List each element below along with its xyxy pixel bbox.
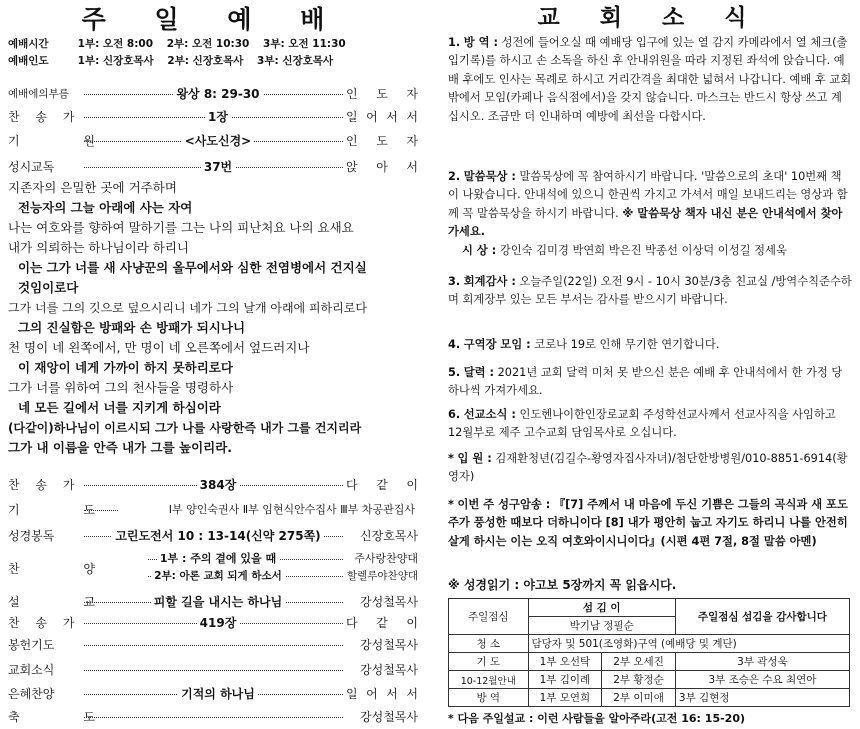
order-content: <사도신경> — [182, 134, 254, 148]
reading-line: 것임이로다 — [18, 280, 79, 295]
order-content: 384장 — [197, 478, 240, 492]
duty-label: 청 소 — [449, 635, 529, 653]
news-item — [448, 336, 852, 354]
leader-2: 2부: 신장호목사 — [167, 55, 244, 67]
time-3: 3부: 오전 11:30 — [263, 38, 346, 50]
reading-line: 네 모든 길에서 너를 지키게 하심이라 — [18, 400, 221, 415]
reading-line: 지존자의 은밀한 곳에 거주하며 — [8, 180, 177, 195]
item-text: 인도헨나이한인장로교회 주성학선교사께서 선교사직을 사임하고 12월부로 제주 고수교회 담임목사로 오십니다. — [448, 408, 836, 440]
order-right: 강성철목사 — [360, 710, 418, 724]
reading-line: 그가 내 이름을 안즉 내가 그를 높이리라. — [8, 440, 233, 455]
news-column — [448, 0, 852, 725]
order-label: 성시교독 — [8, 160, 55, 174]
order-label: 찬 송 가 — [8, 110, 81, 124]
order-label: 은혜찬양 — [8, 687, 55, 701]
item-number: 4. — [448, 338, 461, 351]
time-1: 1부: 오전 8:00 — [77, 38, 154, 50]
item-head: 회계감사 : — [463, 275, 516, 288]
order-content: 기적의 하나님 — [178, 687, 258, 701]
dot-leader — [84, 670, 343, 671]
duty-value: 3부 조승은 수요 최연아 — [675, 671, 849, 689]
order-right: 강성철목사 — [360, 595, 418, 609]
reading-line: 나는 여호와를 향하여 말하기를 그는 나의 피난처요 나의 요새요 — [8, 220, 354, 235]
reading-line: (다같이)하나님이 이르시되 그가 나를 사랑한즉 내가 그를 건지리라 — [8, 421, 362, 435]
duty-value: 1부 모연희 — [528, 689, 602, 707]
leader-label: 예배인도 — [8, 55, 49, 67]
duty-value: 2부 오세진 — [602, 653, 676, 671]
order-right: 강성철목사 — [360, 663, 418, 677]
duty-value: 2부 황정순 — [602, 671, 676, 689]
item-text: 성전에 들어오실 때 예배당 입구에 있는 열 감지 카메라에서 열 체크(출입기록)를 하시고 손 소독을 하신 후 안내위원을 따라 지정된 좌석에 앉습니다. 예배 후에도 인사는 목례로 하시고 거리간격을 최대한 넓혀서 나갑니다. 예배 후 교회 밖에서 모임(카페나 음식점에서)을 갖지 않습니다. 마스크는 반드시 항상 쓰고 계십시오. 조금만 더 인내하며 예방에 최선을 다합시다. — [448, 36, 852, 123]
order-content: 1장 — [205, 110, 231, 124]
order-row — [8, 635, 418, 655]
dot-leader — [84, 645, 343, 646]
reading-line: 그가 너를 그의 깃으로 덮으시리니 네가 그의 날개 아래에 피하리로다 — [8, 301, 367, 315]
news-item — [448, 364, 852, 401]
order-label: 기 원 — [8, 134, 125, 148]
reading-line: 천 명이 네 왼쪽에서, 만 명이 네 오른쪽에서 엎드러지나 — [8, 340, 310, 355]
order-row — [8, 84, 418, 104]
duty-value: 담당자 및 501(조영화)구역 (예배당 및 계단) — [528, 635, 849, 653]
time-label: 예배시간 — [8, 38, 49, 50]
reading-line: 그의 진실함은 방패와 손 방패가 되시나니 — [18, 320, 246, 335]
order-content: 왕상 8: 29-30 — [173, 87, 262, 101]
order-label: 봉헌기도 — [8, 638, 55, 652]
order-right: 앉 아 서 — [346, 160, 418, 174]
worship-leaders — [8, 53, 418, 70]
order-row — [8, 500, 418, 520]
order-row — [8, 613, 418, 633]
order-row — [8, 592, 418, 612]
time-2: 2부: 오전 10:30 — [166, 38, 250, 50]
worship-column — [8, 0, 418, 724]
item-number: 6. — [448, 408, 461, 421]
order-right: 할렐루야찬양대 — [346, 570, 418, 582]
duty-value: 1부 오선탁 — [528, 653, 602, 671]
duty-label: 방 역 — [449, 689, 529, 707]
award-label: 시 상 : — [462, 243, 497, 257]
order-content: 37번 — [201, 160, 235, 174]
order-content: 피할 길을 내시는 하나님 — [151, 595, 285, 609]
news-item — [448, 450, 852, 487]
item-text: 2021년 교회 달력 미처 못 받으신 분은 예배 후 안내석에서 한 가정 당 하나씩 가져가세요. — [448, 366, 843, 398]
leader-3: 3부: 신장호목사 — [257, 55, 334, 67]
order-label: 예배에의부름 — [8, 88, 69, 100]
order-label: 교회소식 — [8, 663, 55, 677]
item-number: 3. — [448, 275, 461, 288]
order-label: 성경봉독 — [8, 529, 55, 543]
news-item — [448, 34, 852, 126]
order-content: 2부: 아론 교회 되게 하소서 — [151, 570, 285, 582]
item-text: 코로나 19로 인해 무기한 연기합니다. — [534, 338, 720, 351]
duty-label: 주일점심 — [449, 599, 529, 635]
news-title: 교 회 소 식 — [537, 4, 763, 31]
news-item — [448, 168, 852, 260]
order-content: 고린도전서 10 : 13-14(신약 275쪽) — [112, 529, 323, 543]
item-head: 달력 : — [463, 366, 495, 379]
worship-title: 주 일 예 배 — [81, 5, 345, 34]
worship-times — [8, 36, 418, 53]
duty-note: 주일점심 섬김을 감사합니다 — [675, 599, 849, 635]
order-right: 인 도 자 — [346, 134, 418, 148]
order-row — [8, 157, 418, 177]
order-label: 축 도 — [8, 710, 125, 724]
order-content: 1부 : 주의 곁에 있을 때 — [157, 552, 279, 565]
duty-label: 10-12월안내 — [449, 671, 529, 689]
order-content: Ⅰ부 양인숙권사 Ⅱ부 임현식안수집사 Ⅲ부 차공관집사 — [166, 503, 418, 516]
duty-value: 3부 곽성욱 — [675, 653, 849, 671]
order-label: 설 교 — [8, 595, 125, 609]
order-label: 찬 송 가 — [8, 478, 81, 492]
order-row — [8, 566, 418, 586]
responsive-reading — [8, 178, 408, 458]
duty-table — [448, 598, 850, 707]
reading-line: 그가 너를 위하여 그의 천사들을 명령하사 — [8, 380, 234, 395]
duty-value: 1부 김이례 — [528, 671, 602, 689]
item-number: 1. — [448, 36, 461, 49]
order-right: 인 도 자 — [346, 87, 418, 101]
leader-1: 1부: 신장호목사 — [77, 55, 154, 67]
duty-value: 박기남 정필순 — [528, 617, 675, 635]
item-text: 오늘주일(22일) 오전 9시 - 10시 30분/3층 친교실 /방역수칙준수하며 회계장부 있는 모든 부서는 감사를 받으시기 바랍니다. — [448, 275, 852, 307]
order-right: 일 어 서 서 — [346, 687, 418, 701]
order-row — [8, 684, 418, 704]
order-row — [8, 660, 418, 680]
duty-value: 섬 김 이 — [528, 599, 675, 617]
item-number: * — [448, 498, 454, 511]
order-content: 419장 — [197, 616, 240, 630]
item-number: 2. — [448, 170, 461, 183]
duty-value: 2부 이미애 — [602, 689, 676, 707]
item-text: 『[7] 주께서 내 마음에 두신 기쁨은 그들의 곡식과 새 포도주가 풍성한 때보다 더하니이다 [8] 내가 평안히 눕고 자기도 하리니 나를 안전히 살게 하시는 이는 오직 여호와이시니이다』(시편 4편 7절, 8절 말씀 아멘) — [448, 498, 848, 548]
order-row — [8, 131, 418, 151]
item-head: 이번 주 성구암송 : — [457, 498, 551, 511]
reading-line: 이 재앙이 네게 가까이 하지 못하리로다 — [18, 360, 233, 375]
item-head: 말씀묵상 : — [463, 170, 516, 183]
dot-leader — [84, 717, 343, 718]
order-row — [8, 526, 418, 546]
reading-line: 이는 그가 너를 새 사냥꾼의 올무에서와 심한 전염병에서 건지실 — [18, 260, 367, 275]
item-note: ※ 말씀묵상 책자 내신 분은 안내석에서 찾아가세요. — [448, 206, 843, 239]
order-right: 신장호목사 — [360, 529, 418, 543]
order-right: 일 어 서 서 — [346, 110, 418, 124]
order-row — [8, 107, 418, 127]
order-row — [8, 707, 418, 727]
order-right: 강성철목사 — [360, 638, 418, 652]
item-number: 5. — [448, 366, 461, 379]
order-label: 찬 송 가 — [8, 616, 81, 630]
item-head: 방 역 : — [463, 36, 498, 49]
order-right: 주사랑찬양대 — [354, 552, 418, 565]
order-right: 다 같 이 — [346, 478, 418, 492]
bible-reading: ※ 성경읽기 : 야고보 5장까지 꼭 읽읍시다. — [448, 578, 677, 592]
order-right: 다 같 이 — [346, 616, 418, 630]
duty-value: 3부 김현정 — [675, 689, 849, 707]
next-sermon: * 다음 주일설교 : 이런 사람들을 알아주라(고전 16: 15-20) — [448, 712, 745, 725]
dot-leader — [84, 510, 118, 511]
item-head: 입 원 : — [457, 452, 492, 465]
item-text: 말씀묵상에 꼭 참여하시기 바랍니다. '말씀으로의 초대' 10번째 책이 나왔습니다. 안내석에 있으니 한권씩 가지고 가셔서 매일 보내드리는 영상과 함께 꼭 말씀묵상을 하시기 바랍니다. — [448, 170, 848, 220]
reading-line: 전능자의 그늘 아래에 사는 자여 — [18, 200, 193, 215]
award-text: 강인숙 김미경 박연희 박은진 박종선 이상덕 이성길 정세욱 — [499, 243, 787, 257]
item-head: 구역장 모임 : — [463, 338, 531, 351]
reading-line: 내가 의뢰하는 하나님이라 하리니 — [8, 240, 189, 255]
duty-label: 기 도 — [449, 653, 529, 671]
item-head: 선교소식 : — [463, 408, 516, 421]
news-item — [448, 496, 852, 551]
item-text: 김재환청년(김길수-황영자집사자녀)/첨단한방병원/010-8851-6914(황영자) — [448, 452, 848, 484]
news-item — [448, 273, 852, 310]
order-row — [8, 475, 418, 495]
order-label: 찬 양 — [8, 562, 125, 576]
order-label: 기 도 — [8, 503, 125, 517]
news-item — [448, 406, 852, 443]
item-number: * — [448, 452, 454, 465]
